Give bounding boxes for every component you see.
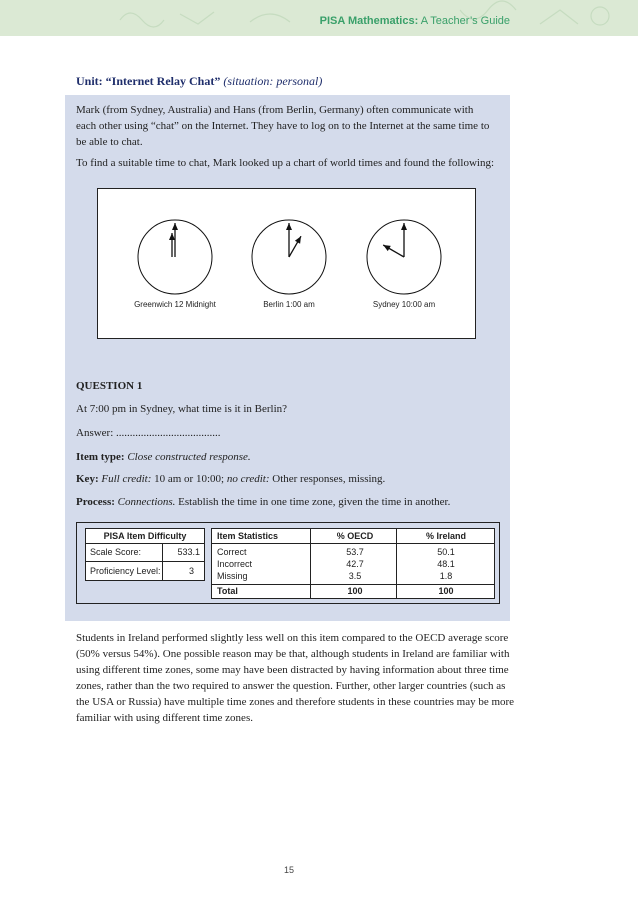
item-type-value: Close constructed response.: [127, 451, 251, 463]
commentary-paragraph: Students in Ireland performed slightly less well on this item compared to the OECD average score (50% versus 54%). One possible reason may be that, although students in Ireland are familiar with using different time zones, some may have been distracted by having information about three time zones, rather than the two required to answer the question. Further, other larger countries (such as the USA or Russia) have multiple time zones and therefore students in these countries may be more familiar with using different time zones.: [76, 632, 515, 724]
proficiency-value: 3: [188, 566, 194, 576]
unit-situation: (situation: personal): [223, 74, 323, 88]
header-title-rest: A Teacher’s Guide: [418, 15, 510, 27]
unit-name: Unit: “Internet Relay Chat”: [76, 74, 221, 88]
no-credit-label: no credit:: [226, 473, 270, 485]
statistics-box: [76, 522, 500, 604]
stats-row-oecd: 53.7: [346, 547, 364, 557]
stats-row-label: Incorrect: [217, 559, 253, 569]
stats-row-label: Correct: [217, 547, 247, 557]
stats-row-oecd: 3.5: [348, 571, 362, 581]
stats-row-label: Missing: [217, 571, 248, 581]
clocks-figure: [98, 189, 474, 337]
world-times-chart: [97, 188, 476, 339]
stats-total-ireland: 100: [438, 586, 454, 596]
clock-minute-hand-head: [172, 223, 178, 230]
scale-score-value: 533.1: [177, 547, 200, 557]
clock-minute-hand-head: [286, 223, 292, 230]
answer-key: [76, 473, 385, 485]
page-number: 15: [283, 865, 294, 875]
stats-total-row: [211, 584, 495, 599]
clock: [367, 220, 441, 294]
clock-hour-hand-head: [169, 233, 175, 240]
process: [76, 496, 450, 508]
proficiency-label: Proficiency Level:: [90, 566, 161, 576]
stats-header-oecd: % OECD: [336, 531, 374, 541]
clock-label-sydney: Sydney 10:00 am: [372, 300, 436, 309]
full-credit-value: 10 am or 10:00;: [154, 473, 225, 485]
stats-row-oecd: 42.7: [346, 559, 364, 569]
process-label: Process:: [76, 496, 115, 508]
stats-row-ireland: 48.1: [437, 559, 455, 569]
stats-row-ireland: 50.1: [437, 547, 455, 557]
scale-score-value-cell: [162, 543, 205, 562]
stats-header-label: Item Statistics: [217, 531, 279, 541]
header-band: [0, 0, 638, 40]
header-title: [320, 15, 510, 27]
clock: [138, 220, 212, 294]
stimulus-paragraph-2: To find a suitable time to chat, Mark looked up a chart of world times and found the following:: [76, 157, 495, 169]
clock-minute-hand-head: [401, 223, 407, 230]
proficiency-value-cell: [162, 561, 205, 581]
header-title-bold: PISA Mathematics:: [319, 15, 419, 27]
question-prompt: At 7:00 pm in Sydney, what time is it in Berlin?: [76, 403, 288, 415]
stats-body: [211, 543, 495, 585]
full-credit-label: Full credit:: [101, 473, 152, 485]
column-divider: [310, 528, 311, 599]
stats-row-ireland: 1.8: [439, 571, 453, 581]
process-value: Establish the time in one time zone, given the time in another.: [178, 496, 451, 508]
stats-header-ireland: % Ireland: [425, 531, 466, 541]
stimulus-paragraph-1: Mark (from Sydney, Australia) and Hans (from Berlin, Germany) often communicate with each other using “chat” on the Internet. They have to log on to the Internet at the same time to be able to chat.: [76, 104, 490, 148]
clock-label-greenwich: Greenwich 12 Midnight: [134, 300, 216, 309]
clock-label-berlin: Berlin 1:00 am: [263, 300, 315, 309]
question-title: QUESTION 1: [76, 380, 143, 392]
stats-total-label: Total: [217, 586, 238, 596]
no-credit-value: Other responses, missing.: [272, 473, 386, 485]
item-type-label: Item type:: [76, 451, 125, 463]
answer-line: Answer: ......................................: [76, 427, 221, 439]
stats-total-oecd: 100: [347, 586, 363, 596]
stats-header-row: [211, 528, 495, 544]
item-type: [76, 451, 251, 463]
clock: [252, 220, 326, 294]
difficulty-header-cell: [85, 528, 205, 544]
column-divider: [396, 528, 397, 599]
unit-title: [76, 74, 322, 89]
scale-score-label: Scale Score:: [90, 547, 142, 557]
key-label: Key:: [76, 473, 99, 485]
difficulty-header: PISA Item Difficulty: [103, 531, 187, 541]
process-name: Connections.: [117, 496, 176, 508]
